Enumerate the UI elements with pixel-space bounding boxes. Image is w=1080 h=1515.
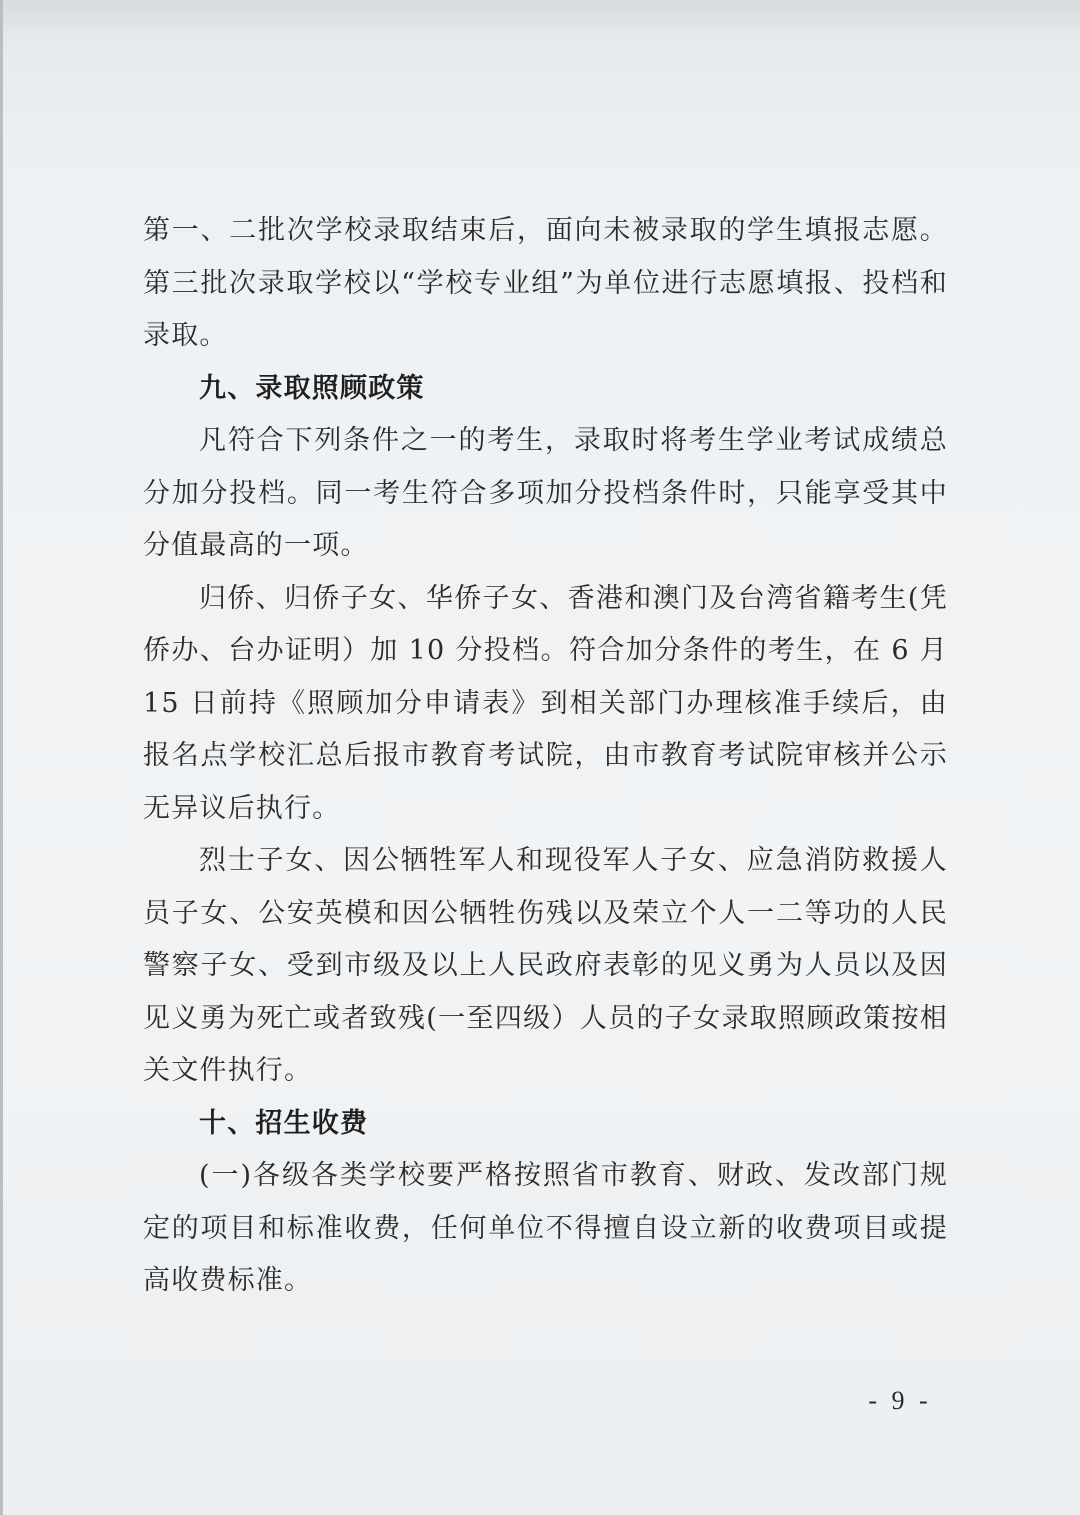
paragraph-overseas-chinese-bonus: 归侨、归侨子女、华侨子女、香港和澳门及台湾省籍考生(凭侨办、台办证明）加 10 分投档。符合加分条件的考生，在 6 月 15 日前持《照顾加分申请表》到相关部门办理核准手续后，由报名点学校汇总后报市教育考试院，由市教育考试院审核并公示无异议后执行。 <box>143 582 948 824</box>
paragraph-fee-standards: (一)各级各类学校要严格按照省市教育、财政、发改部门规定的项目和标准收费，任何单位不得擅自设立新的收费项目或提高收费标准。 <box>143 1160 948 1296</box>
scan-left-edge <box>0 0 3 1515</box>
page-number: - 9 - <box>868 1386 932 1415</box>
section-heading-ten: 十、招生收费 <box>199 1107 369 1139</box>
section-heading-nine: 九、录取照顾政策 <box>199 372 425 404</box>
paragraph-admission-batch-three: 第一、二批次学校录取结束后，面向未被录取的学生填报志愿。第三批次录取学校以“学校专业组”为单位进行志愿填报、投档和录取。 <box>143 215 948 351</box>
paragraph-martyr-military-families: 烈士子女、因公牺牲军人和现役军人子女、应急消防救援人员子女、公安英模和因公牺牲伤残以及荣立个人一二等功的人民警察子女、受到市级及以上人民政府表彰的见义勇为人员以及因见义勇为死亡或者致残(一至四级）人员的子女录取照顾政策按相关文件执行。 <box>143 845 948 1086</box>
document-body <box>143 205 948 1308</box>
scan-top-shadow <box>0 0 1080 40</box>
paragraph-bonus-points-rule: 凡符合下列条件之一的考生，录取时将考生学业考试成绩总分加分投档。同一考生符合多项加分投档条件时，只能享受其中分值最高的一项。 <box>143 425 948 561</box>
